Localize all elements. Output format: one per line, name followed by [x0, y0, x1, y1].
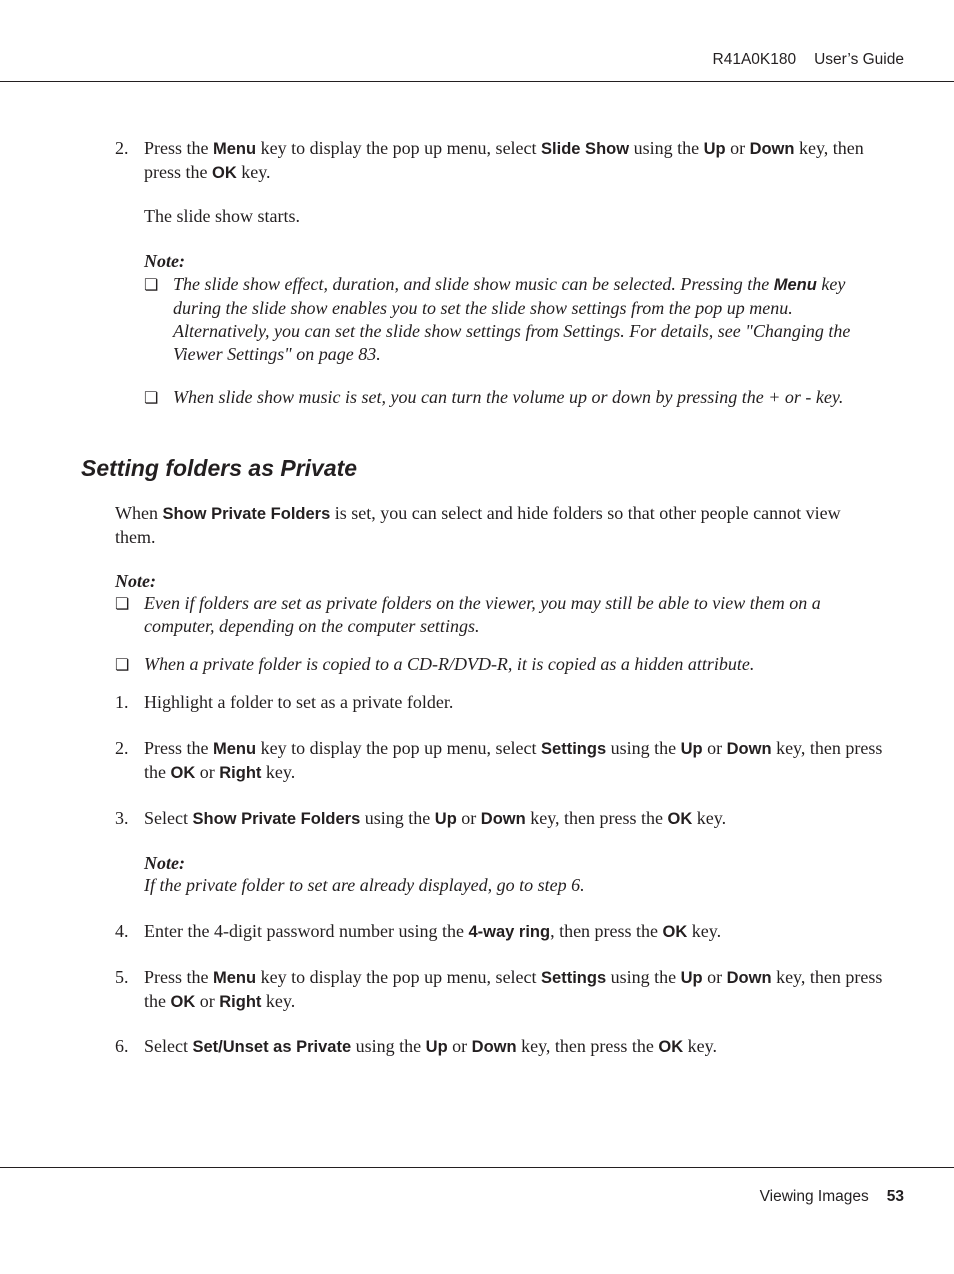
page-number: 53 — [886, 1188, 904, 1205]
key-down: Down — [726, 969, 772, 987]
key-4-way-ring: 4-way ring — [468, 923, 551, 941]
result-text: The slide show starts. — [144, 206, 300, 226]
guide-title: User’s Guide — [814, 51, 904, 68]
note-label: Note: — [144, 251, 185, 271]
key-menu: Menu — [773, 276, 817, 294]
footer-text — [760, 1188, 904, 1206]
note-label: Note: — [115, 571, 156, 591]
key-ok: OK — [211, 164, 237, 182]
key-up: Up — [680, 969, 703, 987]
page-header — [0, 48, 954, 82]
checkbox-bullet-icon: ❏ — [144, 388, 159, 407]
step-text: Select Set/Unset as Private using the Up or Down key, then press the OK key. — [144, 1036, 717, 1056]
key-show-private-folders: Show Private Folders — [192, 810, 361, 828]
step-number: 5. — [115, 967, 129, 987]
key-right: Right — [219, 764, 262, 782]
checkbox-bullet-icon: ❏ — [115, 594, 130, 613]
key-ok: OK — [170, 993, 196, 1011]
key-set-unset-private: Set/Unset as Private — [192, 1038, 352, 1056]
page-footer — [0, 1167, 954, 1205]
section-intro: When Show Private Folders is set, you can select and hide folders so that other people cannot view them. — [115, 503, 841, 547]
step-text: Select Show Private Folders using the Up or Down key, then press the OK key. — [144, 808, 727, 828]
step-text: Enter the 4-digit password number using the 4-way ring, then press the OK key. — [144, 921, 722, 941]
header-text — [713, 51, 904, 69]
step-text: Press the Menu key to display the pop up menu, select Settings using the Up or Down key, then press the OK or Right key. — [144, 738, 883, 782]
checkbox-bullet-icon: ❏ — [144, 275, 159, 294]
step-number: 3. — [115, 808, 129, 828]
key-up: Up — [680, 740, 703, 758]
checkbox-bullet-icon: ❏ — [115, 655, 130, 674]
key-ok: OK — [667, 810, 693, 828]
section-heading: Setting folders as Private — [81, 455, 358, 481]
key-up: Up — [703, 140, 726, 158]
key-settings: Settings — [541, 969, 607, 987]
step-number: 2. — [115, 738, 129, 758]
footer-section: Viewing Images — [759, 1188, 869, 1205]
note-item: Even if folders are set as private folders on the viewer, you may still be able to view them on a computer, depending on the computer settings. — [144, 593, 821, 636]
step-number: 1. — [115, 692, 129, 712]
step-number: 2. — [115, 138, 129, 158]
key-menu: Menu — [213, 140, 257, 158]
key-ok: OK — [662, 923, 688, 941]
key-right: Right — [219, 993, 262, 1011]
note-item: The slide show effect, duration, and slide show music can be selected. Pressing the Menu key during the slide show enables you to set the slide show settings from the pop up menu. Alternatively, you can set the slide show settings from Settings. For details, see "Changing the Viewer Settings" on page 83. — [173, 274, 851, 364]
step-text: Highlight a folder to set as a private folder. — [144, 692, 454, 712]
note-text: If the private folder to set are already displayed, go to step 6. — [144, 875, 585, 895]
step-slideshow: Press the Menu key to display the pop up menu, select Slide Show using the Up or Down key, then press the OK key. — [144, 138, 864, 182]
note-item: When slide show music is set, you can turn the volume up or down by pressing the + or - key. — [173, 387, 844, 407]
key-menu: Menu — [213, 969, 257, 987]
step-number: 6. — [115, 1036, 129, 1056]
key-down: Down — [726, 740, 772, 758]
key-up: Up — [434, 810, 457, 828]
note-item: When a private folder is copied to a CD-R/DVD-R, it is copied as a hidden attribute. — [144, 654, 755, 674]
key-down: Down — [471, 1038, 517, 1056]
step-text: Press the Menu key to display the pop up menu, select Settings using the Up or Down key, then press the OK or Right key. — [144, 967, 883, 1011]
doc-id: R41A0K180 — [712, 51, 797, 68]
step-number: 4. — [115, 921, 129, 941]
key-show-private-folders: Show Private Folders — [162, 505, 331, 523]
key-up: Up — [425, 1038, 448, 1056]
key-menu: Menu — [213, 740, 257, 758]
key-ok: OK — [170, 764, 196, 782]
key-slide-show: Slide Show — [541, 140, 630, 158]
key-down: Down — [749, 140, 795, 158]
note-label: Note: — [144, 853, 185, 873]
key-settings: Settings — [541, 740, 607, 758]
key-down: Down — [480, 810, 526, 828]
key-ok: OK — [658, 1038, 684, 1056]
